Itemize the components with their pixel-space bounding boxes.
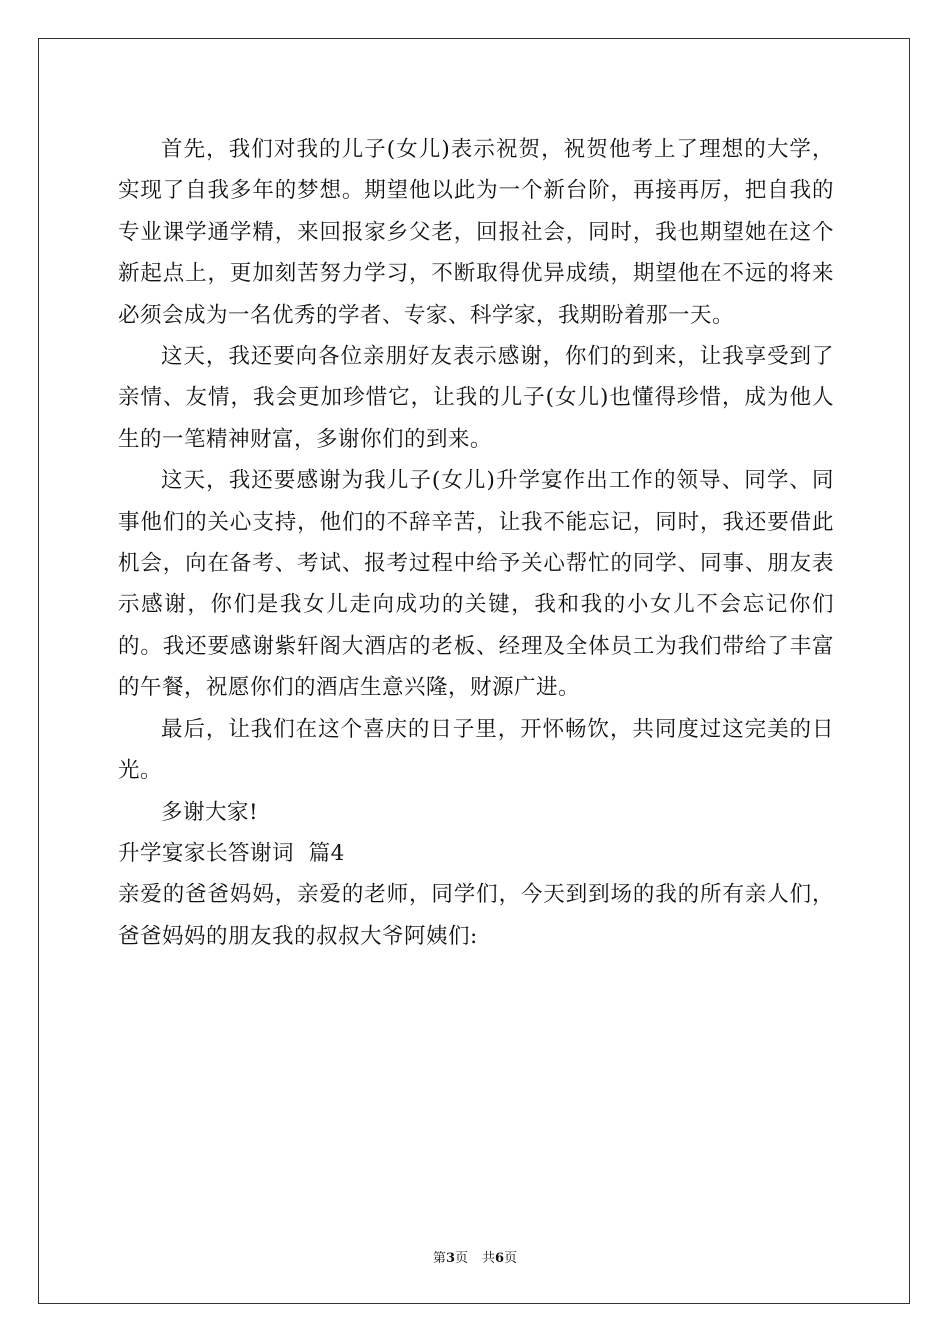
- page-footer: [0, 1247, 950, 1266]
- paragraph-thank-all: 多谢大家!: [161, 799, 259, 825]
- footer-total-suffix: 页: [504, 1251, 518, 1266]
- section-intro: 亲爱的爸爸妈妈，亲爱的老师，同学们，今天到到场的我的所有亲人们，爸爸妈妈的朋友我的叔叔大爷阿姨们:: [118, 882, 834, 949]
- paragraph-congratulations: 首先，我们对我的儿子(女儿)表示祝贺，祝贺他考上了理想的大学，实现了自我多年的梦想。期望他以此为一个新台阶，再接再厉，把自我的专业课学通学精，来回报家乡父老，回报社会，同时，我也期望她在这个新起点上，更加刻苦努力学习，不断取得优异成绩，期望他在不远的将来必须会成为一名优秀的学者、专家、科学家，我期盼着那一天。: [118, 137, 834, 328]
- footer-page-current: 3: [445, 1251, 455, 1266]
- section-heading: 升学宴家长答谢词 篇4: [118, 840, 345, 866]
- paragraph-closing: 最后，让我们在这个喜庆的日子里，开怀畅饮，共同度过这完美的日光。: [118, 716, 834, 784]
- footer-page-prefix: 第: [432, 1251, 446, 1266]
- footer-page-total: 6: [495, 1251, 505, 1266]
- footer-total-prefix: 共: [482, 1251, 496, 1266]
- document-body: [118, 129, 834, 957]
- paragraph-thanks-relatives: 这天，我还要向各位亲朋好友表示感谢，你们的到来，让我享受到了亲情、友情，我会更加珍惜它，让我的儿子(女儿)也懂得珍惜，成为他人生的一笔精神财富，多谢你们的到来。: [118, 344, 834, 452]
- paragraph-thanks-colleagues: 这天，我还要感谢为我儿子(女儿)升学宴作出工作的领导、同学、同事他们的关心支持，他们的不辞辛苦，让我不能忘记，同时，我还要借此机会，向在备考、考试、报考过程中给予关心帮忙的同学、同事、朋友表示感谢，你们是我女儿走向成功的关键，我和我的小女儿不会忘记你们的。我还要感谢紫轩阁大酒店的老板、经理及全体员工为我们带给了丰富的午餐，祝愿你们的酒店生意兴隆，财源广进。: [118, 468, 834, 701]
- footer-page-suffix: 页: [454, 1251, 468, 1266]
